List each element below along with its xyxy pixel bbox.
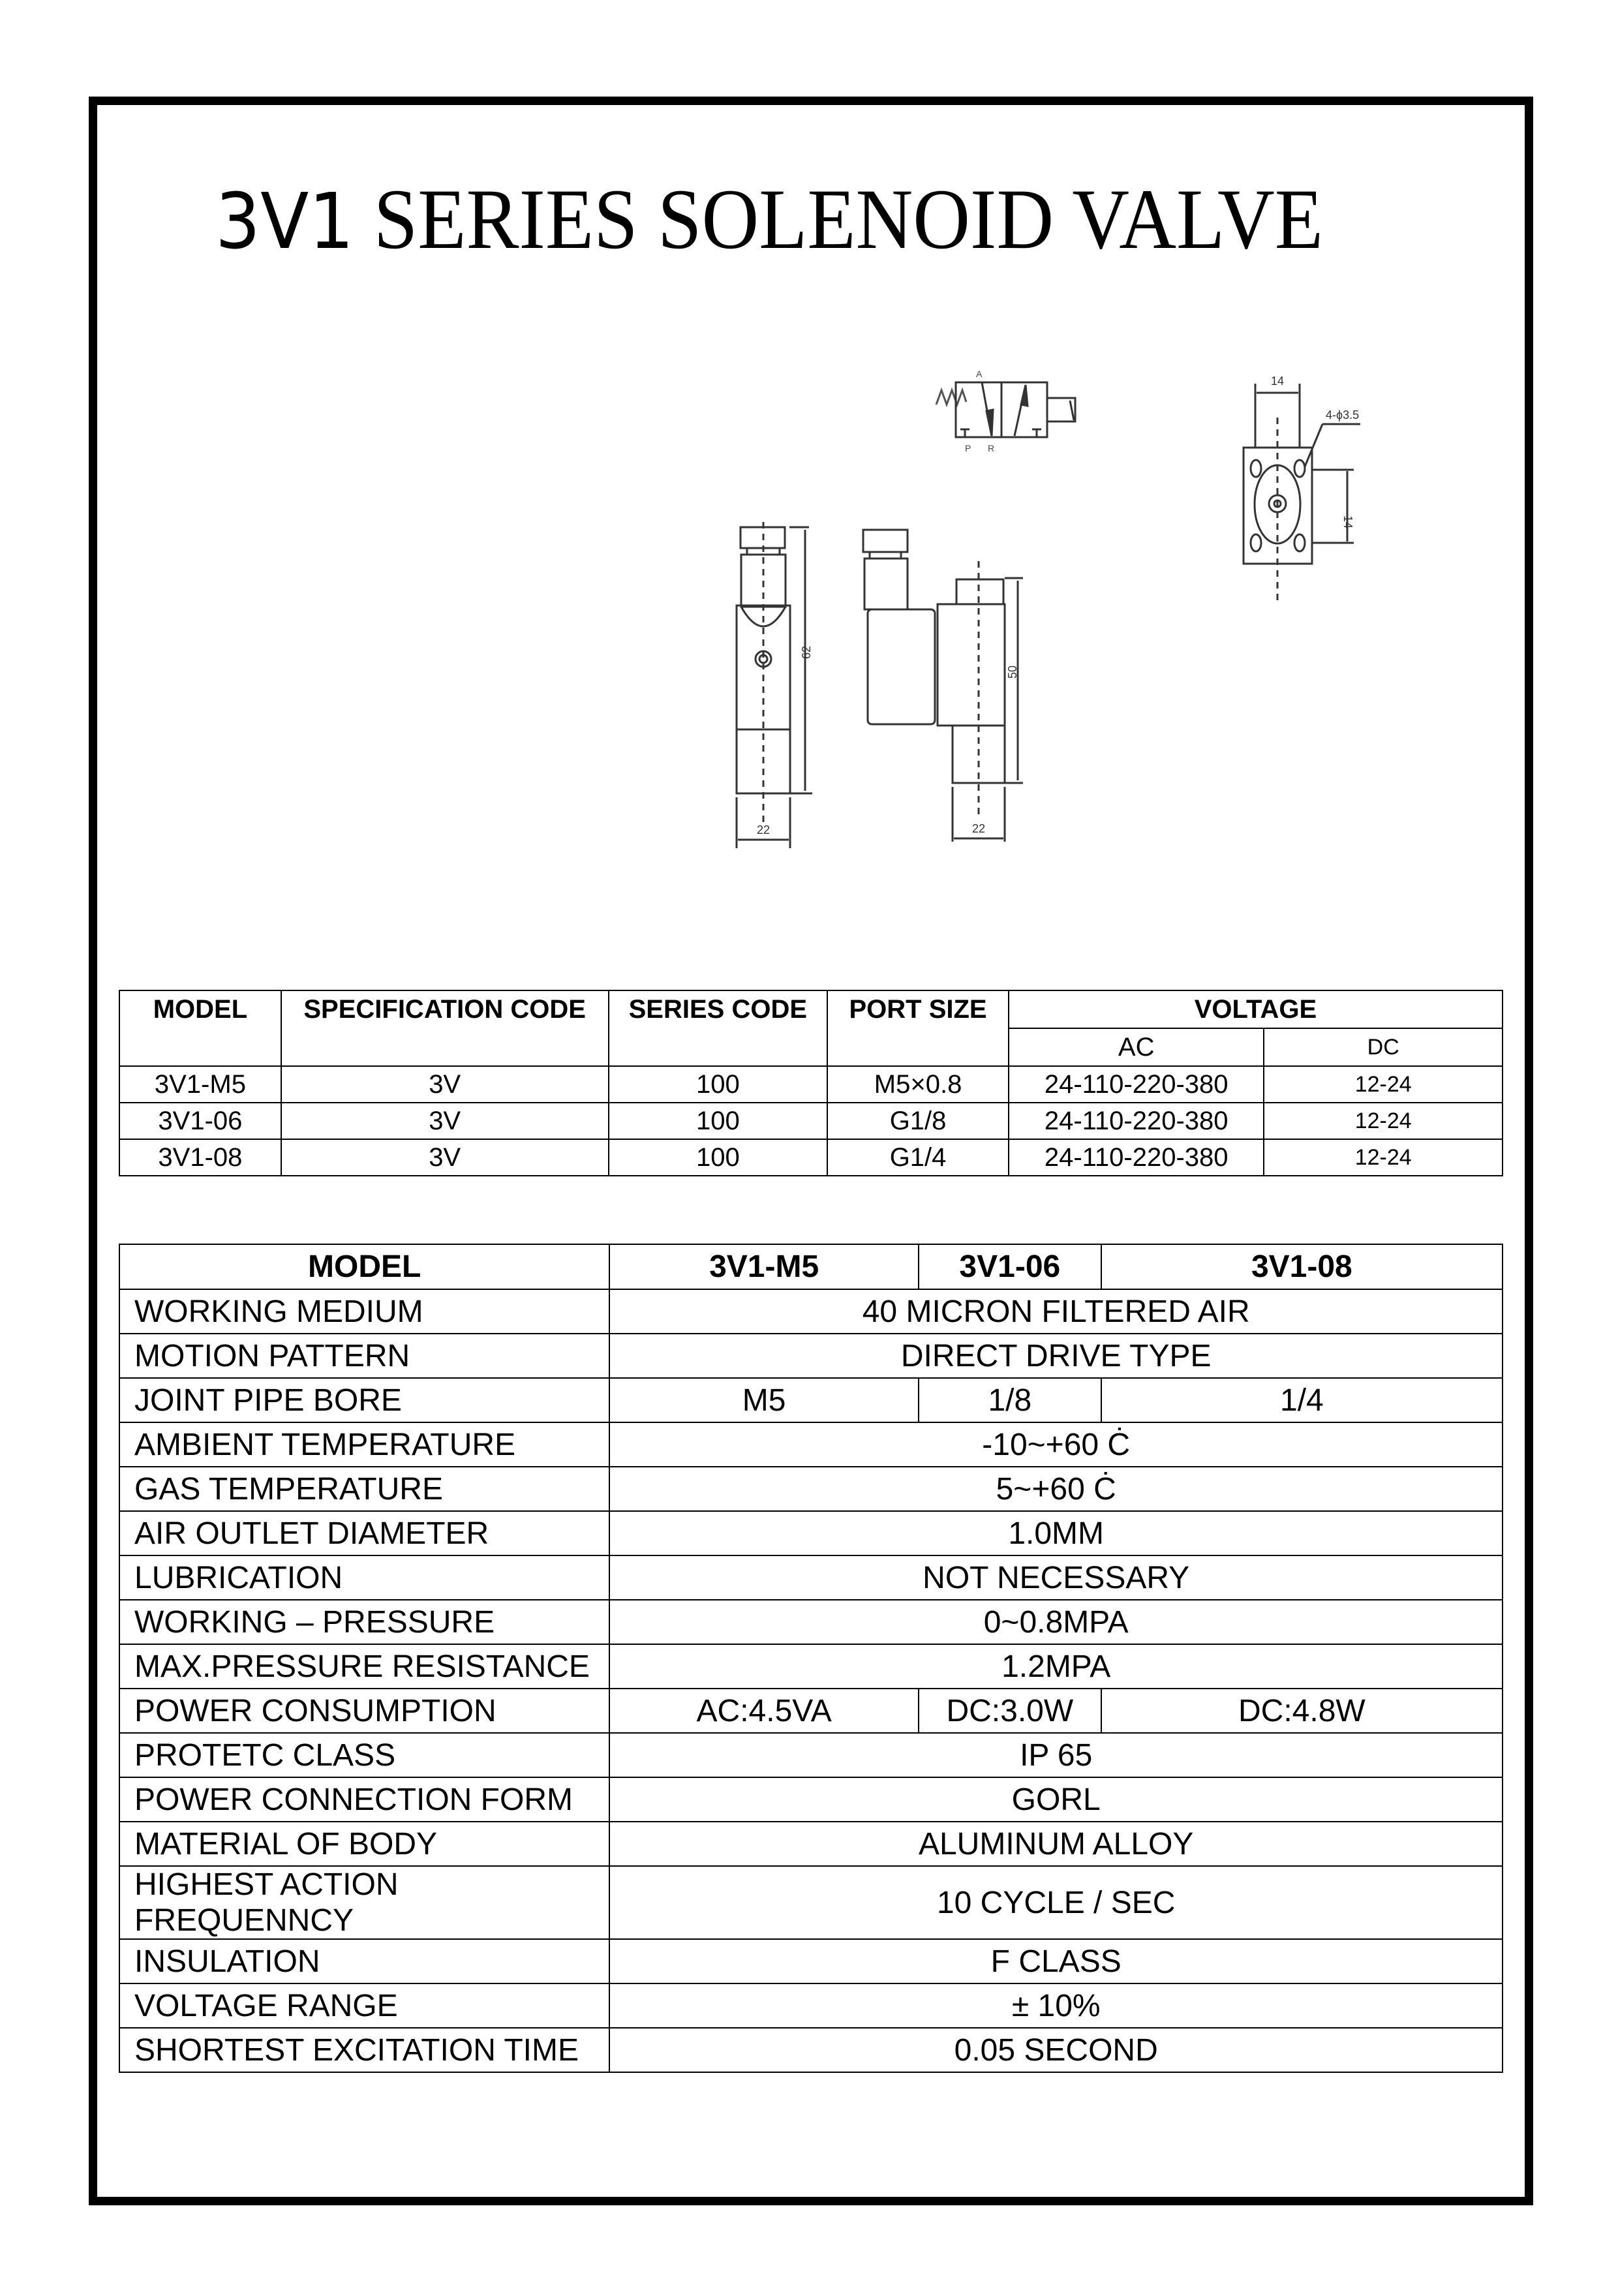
table-row <box>119 1139 1503 1176</box>
cell-series: 100 <box>609 1066 828 1103</box>
cell-port: M5×0.8 <box>827 1066 1009 1103</box>
page-title <box>215 171 1323 267</box>
cell-ac: 24-110-220-380 <box>1009 1066 1264 1103</box>
param-label: PROTETC CLASS <box>119 1733 609 1777</box>
table-row <box>119 1644 1503 1689</box>
param-label: GAS TEMPERATURE <box>119 1467 609 1511</box>
param-table-header <box>119 1244 1503 1289</box>
dim-side-height: 14 <box>1341 515 1354 529</box>
param-value: 0.05 SECOND <box>609 2028 1503 2072</box>
header-dc: DC <box>1264 1028 1503 1066</box>
symbol-label-p: P <box>965 443 971 453</box>
param-value: 10 CYCLE / SEC <box>609 1866 1503 1939</box>
param-value-c3: DC:4.8W <box>1101 1689 1503 1733</box>
header-model: MODEL <box>119 990 281 1066</box>
param-label: AIR OUTLET DIAMETER <box>119 1511 609 1555</box>
dim-front-height: 62 <box>800 645 813 659</box>
cell-dc: 12-24 <box>1264 1066 1503 1103</box>
symbol-label-a: A <box>976 369 983 379</box>
table-row <box>119 1422 1503 1467</box>
param-value: 1.2MPA <box>609 1644 1503 1689</box>
cell-spec: 3V <box>281 1103 609 1139</box>
param-value: ALUMINUM ALLOY <box>609 1822 1503 1866</box>
cell-ac: 24-110-220-380 <box>1009 1139 1264 1176</box>
param-value-c1: M5 <box>609 1378 919 1422</box>
side-view <box>863 530 1023 842</box>
table-row <box>119 1777 1503 1822</box>
param-label: LUBRICATION <box>119 1555 609 1600</box>
dim-hole-spec: 4-ϕ3.5 <box>1326 408 1360 421</box>
table-row <box>119 1334 1503 1378</box>
dim-side-width: 22 <box>972 822 986 835</box>
param-label: SHORTEST EXCITATION TIME <box>119 2028 609 2072</box>
param-value-c2: 1/8 <box>919 1378 1101 1422</box>
header-3v1-m5: 3V1-M5 <box>609 1244 919 1289</box>
param-label: HIGHEST ACTION FREQUENNCY <box>119 1866 609 1939</box>
param-value-c3: 1/4 <box>1101 1378 1503 1422</box>
param-value: IP 65 <box>609 1733 1503 1777</box>
param-label: INSULATION <box>119 1939 609 1983</box>
cell-dc: 12-24 <box>1264 1139 1503 1176</box>
header-series-code: SERIES CODE <box>609 990 828 1066</box>
dim-top-width: 14 <box>1271 375 1285 388</box>
param-value: 0~0.8MPA <box>609 1600 1503 1644</box>
param-table <box>119 1244 1503 2073</box>
table-row <box>119 1378 1503 1422</box>
param-value: 5~+60 Ċ <box>609 1467 1503 1511</box>
top-view <box>1244 375 1360 600</box>
table-row <box>119 1511 1503 1555</box>
cell-spec: 3V <box>281 1139 609 1176</box>
table-row <box>119 1822 1503 1866</box>
param-value: ± 10% <box>609 1983 1503 2028</box>
cell-dc: 12-24 <box>1264 1103 1503 1139</box>
param-label: POWER CONSUMPTION <box>119 1689 609 1733</box>
param-label: POWER CONNECTION FORM <box>119 1777 609 1822</box>
cell-ac: 24-110-220-380 <box>1009 1103 1264 1139</box>
param-label: AMBIENT TEMPERATURE <box>119 1422 609 1467</box>
front-view <box>737 522 813 848</box>
table-row <box>119 1289 1503 1334</box>
param-value: GORL <box>609 1777 1503 1822</box>
param-value: DIRECT DRIVE TYPE <box>609 1334 1503 1378</box>
title-model: 3V1 <box>215 176 354 266</box>
header-voltage: VOLTAGE <box>1009 990 1503 1028</box>
header-model: MODEL <box>119 1244 609 1289</box>
cell-port: G1/4 <box>827 1139 1009 1176</box>
table-row <box>119 1939 1503 1983</box>
param-value: NOT NECESSARY <box>609 1555 1503 1600</box>
param-value: -10~+60 Ċ <box>609 1422 1503 1467</box>
cell-series: 100 <box>609 1139 828 1176</box>
cell-model: 3V1-06 <box>119 1103 281 1139</box>
header-3v1-08: 3V1-08 <box>1101 1244 1503 1289</box>
table-row <box>119 1733 1503 1777</box>
header-3v1-06: 3V1-06 <box>919 1244 1101 1289</box>
cell-model: 3V1-M5 <box>119 1066 281 1103</box>
table-row <box>119 1600 1503 1644</box>
param-label: MATERIAL OF BODY <box>119 1822 609 1866</box>
spec-table <box>119 990 1503 1176</box>
table-row <box>119 2028 1503 2072</box>
table-row <box>119 1555 1503 1600</box>
spec-table-header <box>119 990 1503 1028</box>
dim-side-total-height: 50 <box>1006 665 1019 679</box>
cell-model: 3V1-08 <box>119 1139 281 1176</box>
param-value-c1: AC:4.5VA <box>609 1689 919 1733</box>
cell-spec: 3V <box>281 1066 609 1103</box>
param-label: MOTION PATTERN <box>119 1334 609 1378</box>
param-label: WORKING – PRESSURE <box>119 1600 609 1644</box>
table-row <box>119 1066 1503 1103</box>
dim-front-width: 22 <box>757 823 771 836</box>
table-row <box>119 1103 1503 1139</box>
param-label: JOINT PIPE BORE <box>119 1378 609 1422</box>
header-specification-code: SPECIFICATION CODE <box>281 990 609 1066</box>
param-value-c2: DC:3.0W <box>919 1689 1101 1733</box>
cell-series: 100 <box>609 1103 828 1139</box>
param-label: MAX.PRESSURE RESISTANCE <box>119 1644 609 1689</box>
param-value: 40 MICRON FILTERED AIR <box>609 1289 1503 1334</box>
cell-port: G1/8 <box>827 1103 1009 1139</box>
header-port-size: PORT SIZE <box>827 990 1009 1066</box>
title-text: SERIES SOLENOID VALVE <box>354 171 1323 267</box>
symbol-label-r: R <box>988 443 995 453</box>
valve-symbol <box>936 369 1075 453</box>
header-ac: AC <box>1009 1028 1264 1066</box>
table-row <box>119 1467 1503 1511</box>
param-label: WORKING MEDIUM <box>119 1289 609 1334</box>
table-row <box>119 1866 1503 1939</box>
technical-drawing <box>718 339 1533 966</box>
param-value: 1.0MM <box>609 1511 1503 1555</box>
param-label: VOLTAGE RANGE <box>119 1983 609 2028</box>
table-row <box>119 1983 1503 2028</box>
table-row <box>119 1689 1503 1733</box>
param-value: F CLASS <box>609 1939 1503 1983</box>
